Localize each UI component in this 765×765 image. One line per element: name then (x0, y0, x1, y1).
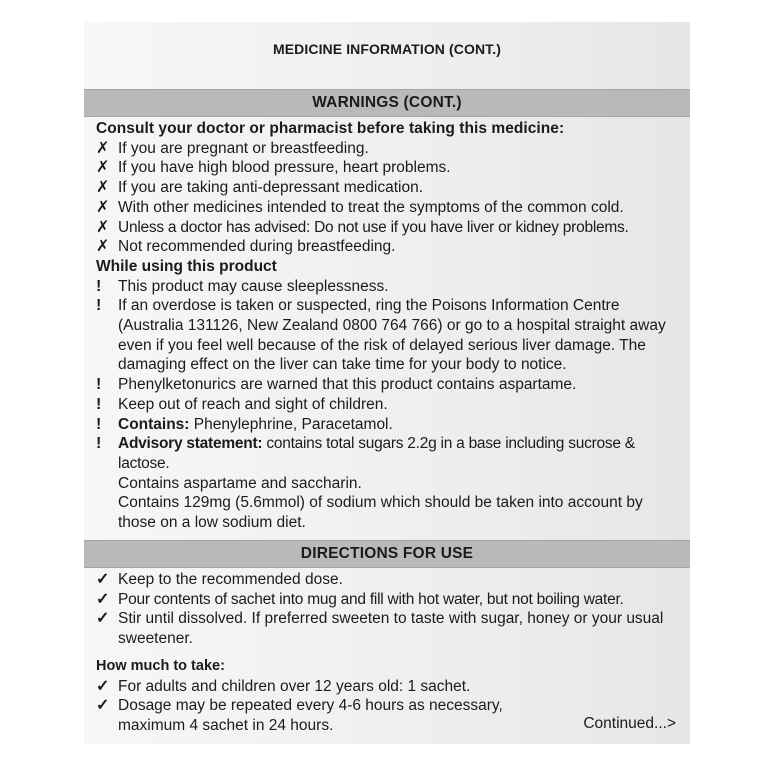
directions-section (96, 570, 682, 736)
check-icon: ✓ (96, 697, 110, 715)
list-item (96, 395, 682, 415)
list-item-text: Stir until dissolved. If preferred sweeten to taste with sugar, honey or your usual sweetener. (118, 610, 664, 648)
list-item (96, 218, 682, 238)
list-item (96, 375, 682, 395)
contains-text: Phenylephrine, Paracetamol. (189, 415, 393, 433)
list-item (96, 158, 682, 178)
list-item-text: If an overdose is taken or suspected, ring the Poisons Information Centre (Australia 131126, New Zealand 0800 764 766) or go to a hospital straight away even if you feel well because of the risk of delayed serious liver damage. The damaging effect on the liver can take time for your body to notice. (118, 297, 666, 374)
list-item-text: Keep out of reach and sight of children. (118, 395, 388, 413)
warning-icon: ! (96, 297, 102, 315)
list-item (96, 277, 682, 297)
warning-icon: ! (96, 395, 102, 413)
list-item (96, 677, 682, 697)
list-item-text: With other medicines intended to treat the symptoms of the common cold. (118, 198, 624, 216)
check-icon: ✓ (96, 677, 110, 695)
list-item-text: This product may cause sleeplessness. (118, 277, 389, 295)
check-icon: ✓ (96, 571, 110, 588)
list-item-text: If you are pregnant or breastfeeding. (118, 139, 369, 157)
list-item (96, 237, 682, 257)
list-item-text: Not recommended during breastfeeding. (118, 238, 396, 256)
warning-icon: ! (96, 415, 102, 433)
warnings-heading-band: WARNINGS (CONT.) (84, 89, 690, 117)
cross-icon: ✗ (96, 238, 110, 256)
list-item-text: Pour contents of sachet into mug and fill with hot water, but not boiling water. (118, 590, 624, 608)
list-item-text: If you have high blood pressure, heart problems. (118, 159, 451, 177)
list-item-text: If you are taking anti-depressant medication. (118, 179, 424, 197)
list-item-text: Keep to the recommended dose. (118, 571, 343, 588)
cross-icon: ✗ (96, 139, 110, 157)
cross-icon: ✗ (96, 198, 110, 216)
warning-icon: ! (96, 376, 102, 394)
list-item (96, 296, 682, 375)
contains-line (118, 415, 682, 435)
list-item (96, 198, 682, 218)
cross-icon: ✗ (96, 179, 110, 197)
list-item-text: Phenylketonurics are warned that this product contains aspartame. (118, 376, 577, 394)
list-item (96, 178, 682, 198)
consult-heading: Consult your doctor or pharmacist before taking this medicine: (96, 120, 565, 137)
advisory-aspartame-line: Contains aspartame and saccharin. (118, 474, 362, 492)
medicine-info-panel (84, 22, 690, 744)
list-item (96, 139, 682, 159)
continued-note: Continued...> (583, 715, 676, 732)
contains-label: Contains: (118, 415, 190, 433)
list-item-text: For adults and children over 12 years old: 1 sachet. (118, 677, 471, 695)
advisory-label: Advisory statement: (118, 435, 263, 453)
warning-icon: ! (96, 277, 102, 295)
warnings-section (96, 119, 682, 533)
warning-icon: ! (96, 435, 102, 453)
check-icon: ✓ (96, 610, 110, 628)
how-much-heading: How much to take: (96, 657, 225, 674)
list-item (96, 415, 682, 435)
advisory-sodium-line: Contains 129mg (5.6mmol) of sodium which should be taken into account by those on a low sodium diet. (118, 494, 643, 532)
directions-heading-band: DIRECTIONS FOR USE (84, 540, 690, 568)
list-item-text: Dosage may be repeated every 4-6 hours as necessary, maximum 4 sachet in 24 hours. (118, 697, 503, 734)
cross-icon: ✗ (96, 218, 110, 236)
page-title: MEDICINE INFORMATION (CONT.) (272, 41, 502, 57)
advisory-line (118, 435, 635, 472)
check-icon: ✓ (96, 590, 110, 608)
while-using-heading: While using this product (96, 257, 277, 275)
advisory-block (118, 434, 682, 533)
cross-icon: ✗ (96, 159, 110, 177)
list-item-text: Unless a doctor has advised: Do not use if you have liver or kidney problems. (118, 218, 629, 236)
list-item (96, 434, 682, 533)
list-item (96, 570, 682, 590)
advisory-text: contains total sugars 2.2g in a base including sucrose & lactose. (118, 435, 635, 472)
list-item (96, 609, 682, 648)
list-item (96, 590, 682, 610)
